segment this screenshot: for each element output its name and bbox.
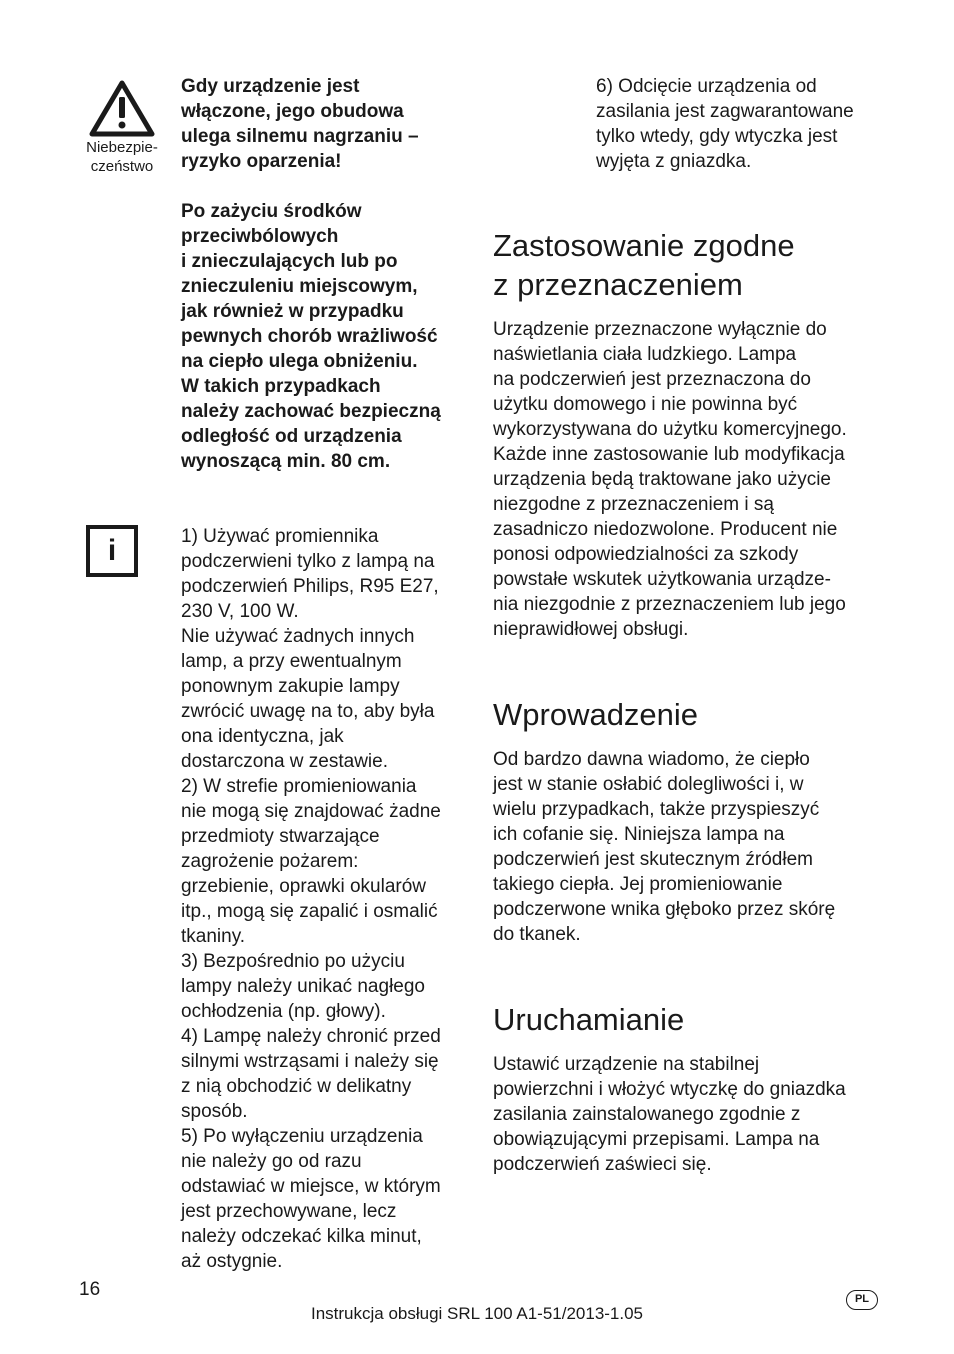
disconnect-note-text: 6) Odcięcie urządzenia od zasilania jest zagwarantowane tylko wtedy, gdy wtyczka jest wyjęta z gniazdka.: [596, 76, 854, 172]
warning-distance-text: Po zażyciu środków przeciwbólowych i znieczulających lub po znieczuleniu miejscowym, jak również w przypadku pewnych chorób wrażliwość na ciepło ulega obniżeniu. W takich przypadkach należy zachować bezpieczną odległość od urządzenia wynoszącą min. 80 cm.: [181, 201, 441, 472]
warning-triangle-icon: [89, 80, 155, 138]
info-icon: i: [86, 525, 138, 577]
warning-caption: Niebezpie- czeństwo: [86, 139, 158, 175]
section-heading-usage: Zastosowanie zgodne z przeznaczeniem: [493, 228, 795, 302]
section-body-startup: Ustawić urządzenie na stabilnej powierzchni i włożyć wtyczkę do gniazdka zasilania zainstalowanego zgodnie z obowiązującymi przepisami. Lampa na podczerwień zaświeci się.: [493, 1054, 846, 1175]
warning-block-icon: [78, 80, 166, 176]
section-heading-startup: Uruchamianie: [493, 1002, 685, 1037]
section-body-usage: Urządzenie przeznaczone wyłącznie do naświetlania ciała ludzkiego. Lampa na podczerwień jest przeznaczona do użytku domowego i nie powinna być wykorzystywana do użytku komercyjnego. Każde inne zastosowanie lub modyfikacja urządzenia będą traktowane jako użycie niezgodne z przeznaczeniem i są zasadniczo niedozwolone. Producent nie ponosi odpowiedzialności za szkody powstałe wskutek użytkowania urządze- nia niezgodnie z przeznaczeniem lub jego nieprawidłowej obsługi.: [493, 319, 847, 640]
footer-document-id: Instrukcja obsługi SRL 100 A1-51/2013-1.05: [310, 1304, 644, 1323]
section-body-introduction: Od bardzo dawna wiadomo, że ciepło jest w stanie osłabić dolegliwości i, w wielu przypadkach, także przyspieszyć ich cofanie się. Niniejsza lampa na podczerwień jest skutecznym źródłem takiego ciepła. Jej promieniowanie podczerwone wnika głęboko przez skórę do tkanek.: [493, 749, 836, 945]
section-heading-introduction: Wprowadzenie: [493, 697, 699, 732]
info-instructions-text: 1) Używać promiennika podczerwieni tylko z lampą na podczerwień Philips, R95 E27, 230 V, 100 W. Nie używać żadnych innych lamp, a przy ewentualnym ponownym zakupie lampy zwrócić uwagę na to, aby była ona identyczna, jak dostarczona w zestawie. 2) W strefie promieniowania nie mogą się znajdować żadne przedmioty stwarzające zagrożenie pożarem: grzebienie, oprawki okularów itp., mogą się zapalić i osmalić tkaniny. 3) Bezpośrednio po użyciu lampy należy unikać nagłego ochłodzenia (np. głowy). 4) Lampę należy chronić przed silnymi wstrząsami i należy się z nią obchodzić w delikatny sposób. 5) Po wyłączeniu urządzenia nie należy go od razu odstawiać w miejsce, w którym jest przechowywane, lecz należy odczekać kilka minut, aż ostygnie.: [181, 526, 441, 1272]
warning-burn-text: Gdy urządzenie jest włączone, jego obudowa ulega silnemu nagrzaniu – ryzyko oparzenia!: [181, 76, 419, 172]
page-number: 16: [79, 1279, 101, 1300]
language-badge: PL: [846, 1290, 878, 1310]
